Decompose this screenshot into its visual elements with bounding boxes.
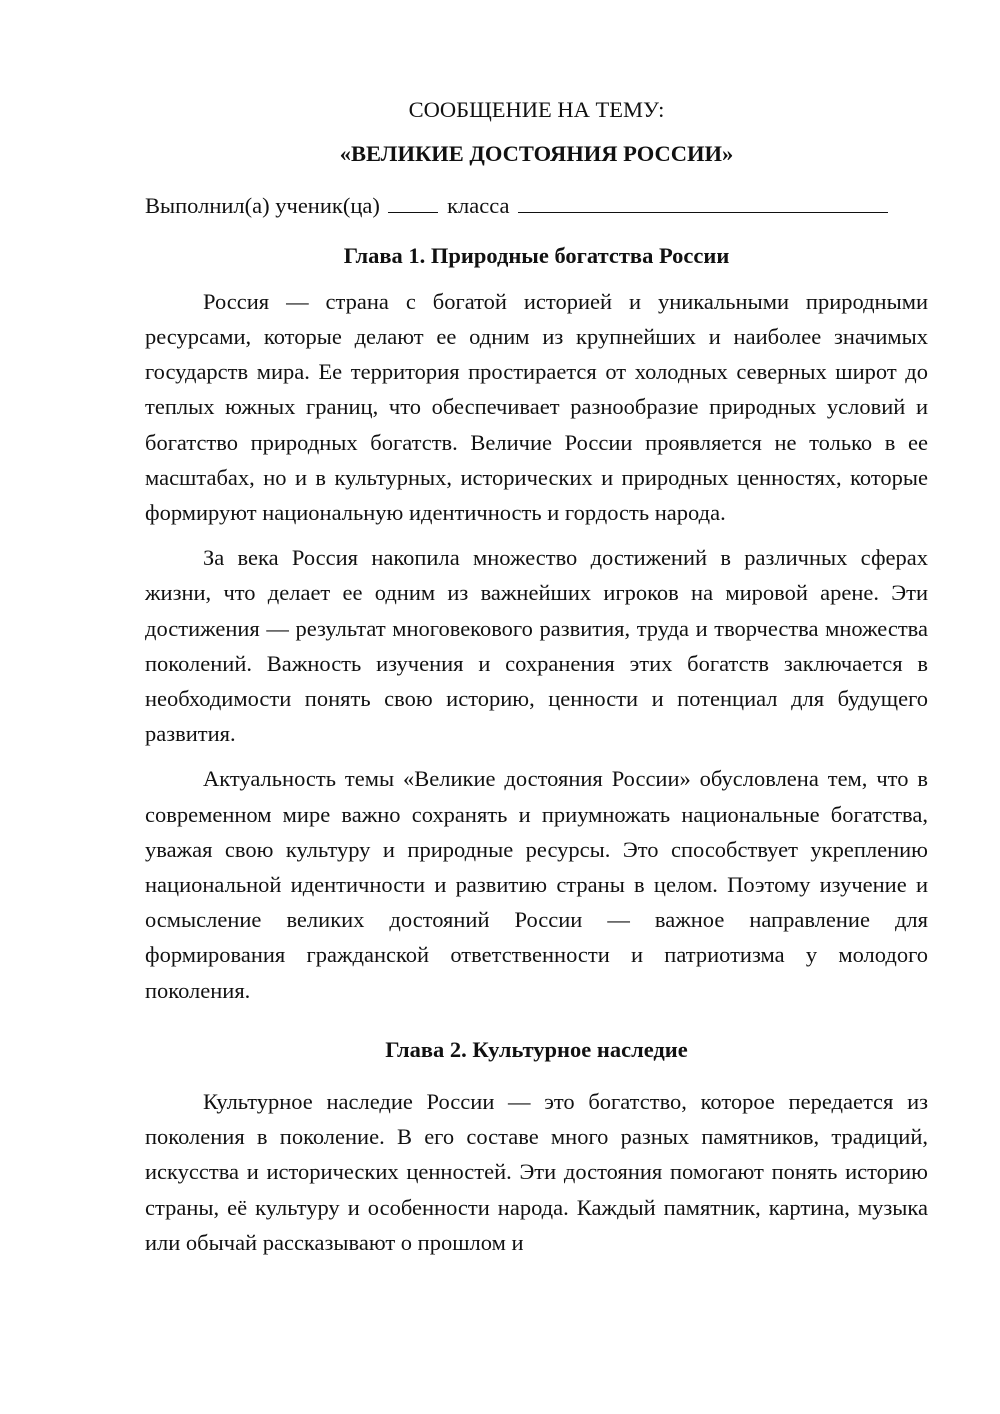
document-title-line-2: «ВЕЛИКИЕ ДОСТОЯНИЯ РОССИИ» xyxy=(339,141,734,167)
document-title-line-1: СООБЩЕНИЕ НА ТЕМУ: xyxy=(408,97,665,122)
chapter-1-paragraph-3: Актуальность темы «Великие достояния России» обусловлена тем, что в современном мире важно сохранять и приумножать национальные богатства, уважая свою культуру и природные ресурсы. Это способствует укреплению национальной идентичности и развитию страны в целом. Поэтому изучение и осмысление великих достояний России — важное направление для формирования гражданской ответственности и патриотизма у молодого поколения. xyxy=(145,766,928,1003)
student-name-blank xyxy=(518,192,888,213)
chapter-1-heading: Глава 1. Природные богатства России xyxy=(343,242,730,268)
student-prefix-label: Выполнил(а) ученик(ца) xyxy=(145,193,380,219)
chapter-2-heading: Глава 2. Культурное наследие xyxy=(385,1036,688,1062)
chapter-1-paragraph-1: Россия — страна с богатой историей и уникальными природными ресурсами, которые делают ее одним из крупнейших и наиболее значимых государств мира. Ее территория простирается от холодных северных широт до теплых южных границ, что обеспечивает разнообразие природных условий и богатство природных богатств. Величие России проявляется не только в ее масштабах, но и в культурных, исторических и природных ценностях, которые формируют национальную идентичность и гордость народа. xyxy=(145,288,928,526)
class-number-blank xyxy=(388,192,438,213)
chapter-2-paragraph-1: Культурное наследие России — это богатство, которое передается из поколения в поколение. В его составе много разных памятников, традиций, искусства и исторических ценностей. Эти достояния помогают понять историю страны, её культуру и особенности народа. Каждый памятник, картина, музыка или обычай рассказывают о прошлом и xyxy=(145,1089,928,1255)
student-info-line xyxy=(145,188,928,223)
class-label: класса xyxy=(447,193,510,219)
document-body xyxy=(145,92,928,1260)
chapter-1-paragraph-2: За века Россия накопила множество достижений в различных сферах жизни, что делает ее одним из важнейших игроков на мировой арене. Эти достижения — результат многовекового развития, труда и творчества множества поколений. Важность изучения и сохранения этих богатств заключается в необходимости понять свою историю, ценности и потенциал для будущего развития. xyxy=(145,545,928,747)
